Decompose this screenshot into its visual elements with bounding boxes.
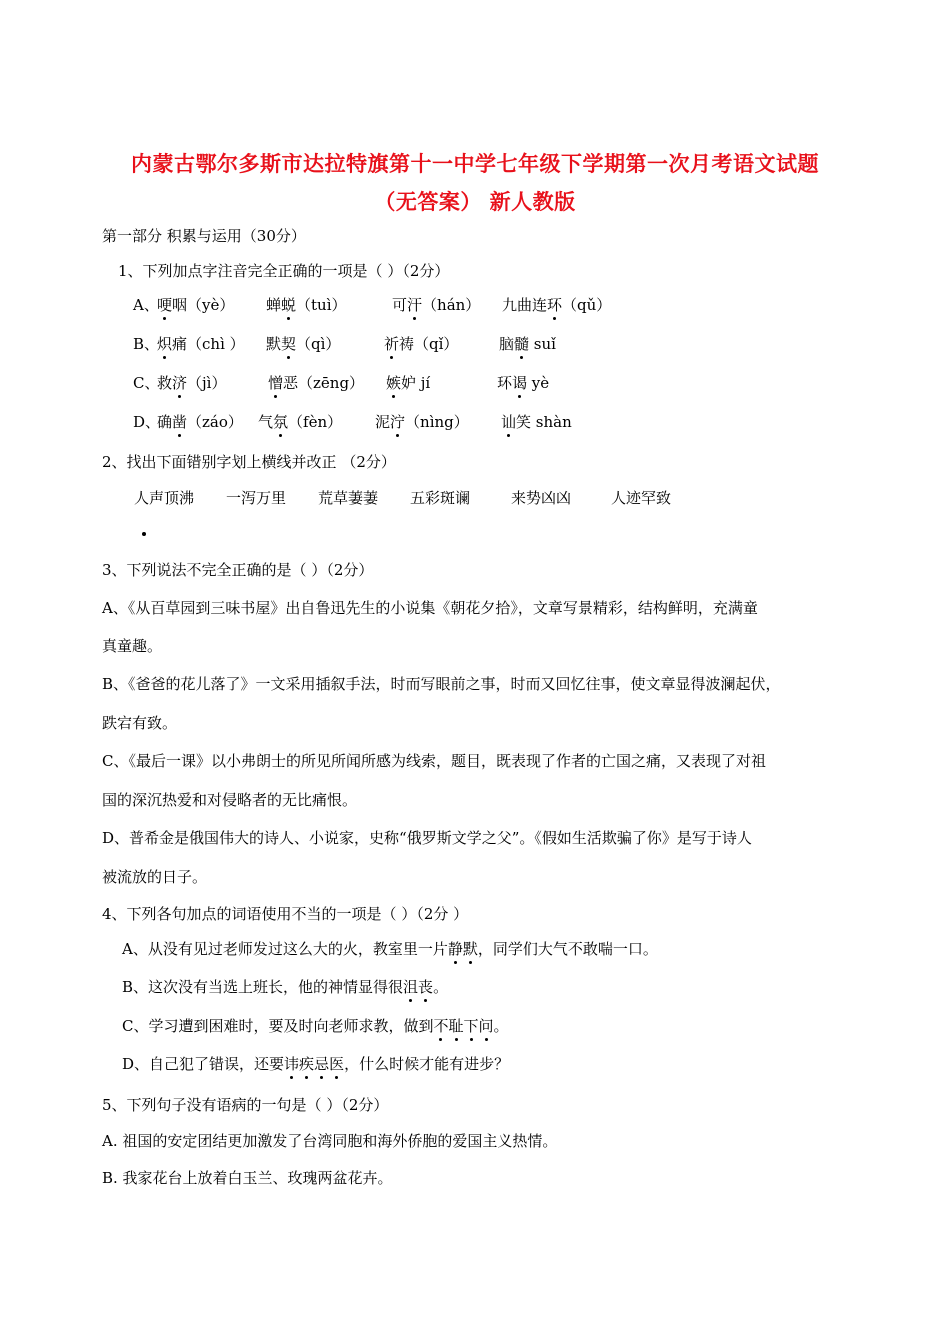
- q1-option-a: [133, 295, 612, 315]
- q3-option-c-line2: 国的深沉热爱和对侵略者的无比痛恨。: [102, 791, 358, 809]
- q3-option-b-line1: B、《爸爸的花儿落了》一文采用插叙手法，时而写眼前之事，时而又回忆往事，使文章显得波澜起伏，: [102, 675, 781, 693]
- q3-option-d-line2: 被流放的日子。: [102, 868, 208, 886]
- dotted-char: 契: [281, 335, 297, 353]
- q2-word: 人声顶沸: [134, 489, 195, 507]
- pinyin-item: 确凿（záo）: [157, 413, 243, 431]
- pinyin-item: 环谒 yè: [497, 374, 550, 392]
- q2-word: 荒草萋萋: [318, 489, 379, 507]
- dotted-char: 医: [329, 1055, 345, 1073]
- dotted-char: 丧: [418, 978, 434, 996]
- pinyin-item: 哽咽（yè）: [157, 296, 235, 314]
- dotted-char: 泞: [390, 413, 406, 431]
- q1-stem: 1、下列加点字注音完全正确的一项是（ ）（2分）: [118, 262, 450, 280]
- dotted-char: 静: [447, 940, 463, 958]
- dotted-char: 问: [478, 1017, 494, 1035]
- document-title-line1: 内蒙古鄂尔多斯市达拉特旗第十一中学七年级下学期第一次月考语文试题: [131, 152, 819, 176]
- q4-option-a: A、从没有见过老师发过这么大的火，教室里一片静默，同学们大气不敢喘一口。: [122, 940, 658, 958]
- q2-word: 一泻万里: [226, 489, 287, 507]
- pinyin-item: 讪笑 shàn: [501, 413, 572, 431]
- option-label: A、: [133, 296, 159, 314]
- q2-word: 人迹罕致: [611, 489, 672, 507]
- q3-option-a-line1: A、《从百草园到三味书屋》出自鲁迅先生的小说集《朝花夕拾》，文章写景精彩，结构鲜明，充满童: [102, 599, 758, 617]
- q3-option-a-line2: 真童趣。: [102, 637, 163, 655]
- q1-option-b: [133, 334, 556, 354]
- option-label: C、: [133, 374, 160, 392]
- document-title-line2: （无答案） 新人教版: [374, 190, 576, 214]
- pinyin-item: 嫉妒 jí: [386, 374, 431, 392]
- dotted-char: 氛: [273, 413, 289, 431]
- pinyin-item: 炽痛（chì ）: [157, 335, 245, 353]
- dotted-char: 炽: [157, 335, 173, 353]
- q5-stem: 5、下列句子没有语病的一句是（ ）（2分）: [102, 1096, 389, 1114]
- q5-option-a: A. 祖国的安定团结更加激发了台湾同胞和海外侨胞的爱国主义热情。: [102, 1132, 558, 1150]
- q4-option-b: B、这次没有当选上班长，他的神情显得很沮丧。: [122, 978, 449, 996]
- pinyin-item: 泥泞（nìng）: [375, 413, 469, 431]
- dotted-char: 默: [462, 940, 478, 958]
- dotted-char: 沮: [403, 978, 419, 996]
- pinyin-item: 九曲连环（qǔ）: [502, 296, 612, 314]
- q5-option-b: B. 我家花台上放着白玉兰、玫瑰两盆花卉。: [102, 1169, 393, 1187]
- dotted-char: 汗: [407, 296, 423, 314]
- q2-word: 来势凶凶: [511, 489, 572, 507]
- q4-option-d: D、自己犯了错误，还要讳疾忌医，什么时候才能有进步？: [122, 1055, 510, 1073]
- part1-heading: 第一部分 积累与运用（30分）: [102, 227, 306, 245]
- pinyin-item: 默契（qì）: [266, 335, 341, 353]
- pinyin-item: 救济（jì）: [157, 374, 227, 392]
- pinyin-item: 脑髓 suǐ: [499, 335, 556, 353]
- dotted-char: 憎: [268, 374, 284, 392]
- q2-word: 五彩斑谰: [410, 489, 471, 507]
- q4-stem: 4、下列各句加点的词语使用不当的一项是（ ）（2分 ）: [102, 905, 469, 923]
- pinyin-item: 憎恶（zēng）: [268, 374, 365, 392]
- q3-option-d-line1: D、普希金是俄国伟大的诗人、小说家，史称“俄罗斯文学之父”。《假如生活欺骗了你》是写于诗人: [102, 829, 752, 847]
- q3-option-c-line1: C、《最后一课》以小弗朗士的所见所闻所感为线索，题目，既表现了作者的亡国之痛，又表现了对祖: [102, 752, 766, 770]
- dotted-char: 忌: [314, 1055, 330, 1073]
- dotted-char: 疾: [299, 1055, 315, 1073]
- dotted-char: 不: [433, 1017, 449, 1035]
- dotted-char: 讳: [284, 1055, 300, 1073]
- dotted-char: 济: [172, 374, 188, 392]
- dotted-char: 凿: [172, 413, 188, 431]
- q3-option-b-line2: 跌宕有致。: [102, 714, 178, 732]
- dotted-char: 耻: [448, 1017, 464, 1035]
- dotted-char: 蜕: [281, 296, 297, 314]
- emphasis-dot: [142, 532, 146, 536]
- q1-option-c: [133, 373, 550, 393]
- dotted-char: 讪: [501, 413, 517, 431]
- dotted-char: 环: [547, 296, 563, 314]
- pinyin-item: 气氛（fèn）: [258, 413, 343, 431]
- dotted-char: 哽: [157, 296, 173, 314]
- dotted-char: 嫉: [386, 374, 402, 392]
- dotted-char: 谒: [512, 374, 528, 392]
- pinyin-item: 祈祷（qǐ）: [384, 335, 459, 353]
- pinyin-item: 蝉蜕（tuì）: [266, 296, 347, 314]
- q4-option-c: C、学习遭到困难时，要及时向老师求教，做到不耻下问。: [122, 1017, 509, 1035]
- option-label: B、: [133, 335, 160, 353]
- option-label: D、: [133, 413, 161, 431]
- q2-stem: 2、找出下面错别字划上横线并改正 （2分）: [102, 453, 396, 471]
- pinyin-item: 可汗（hán）: [392, 296, 481, 314]
- dotted-char: 下: [463, 1017, 479, 1035]
- dotted-char: 髓: [514, 335, 530, 353]
- dotted-char: 祈: [384, 335, 400, 353]
- q3-stem: 3、下列说法不完全正确的是（ ）（2分）: [102, 561, 374, 579]
- q1-option-d: [133, 412, 572, 432]
